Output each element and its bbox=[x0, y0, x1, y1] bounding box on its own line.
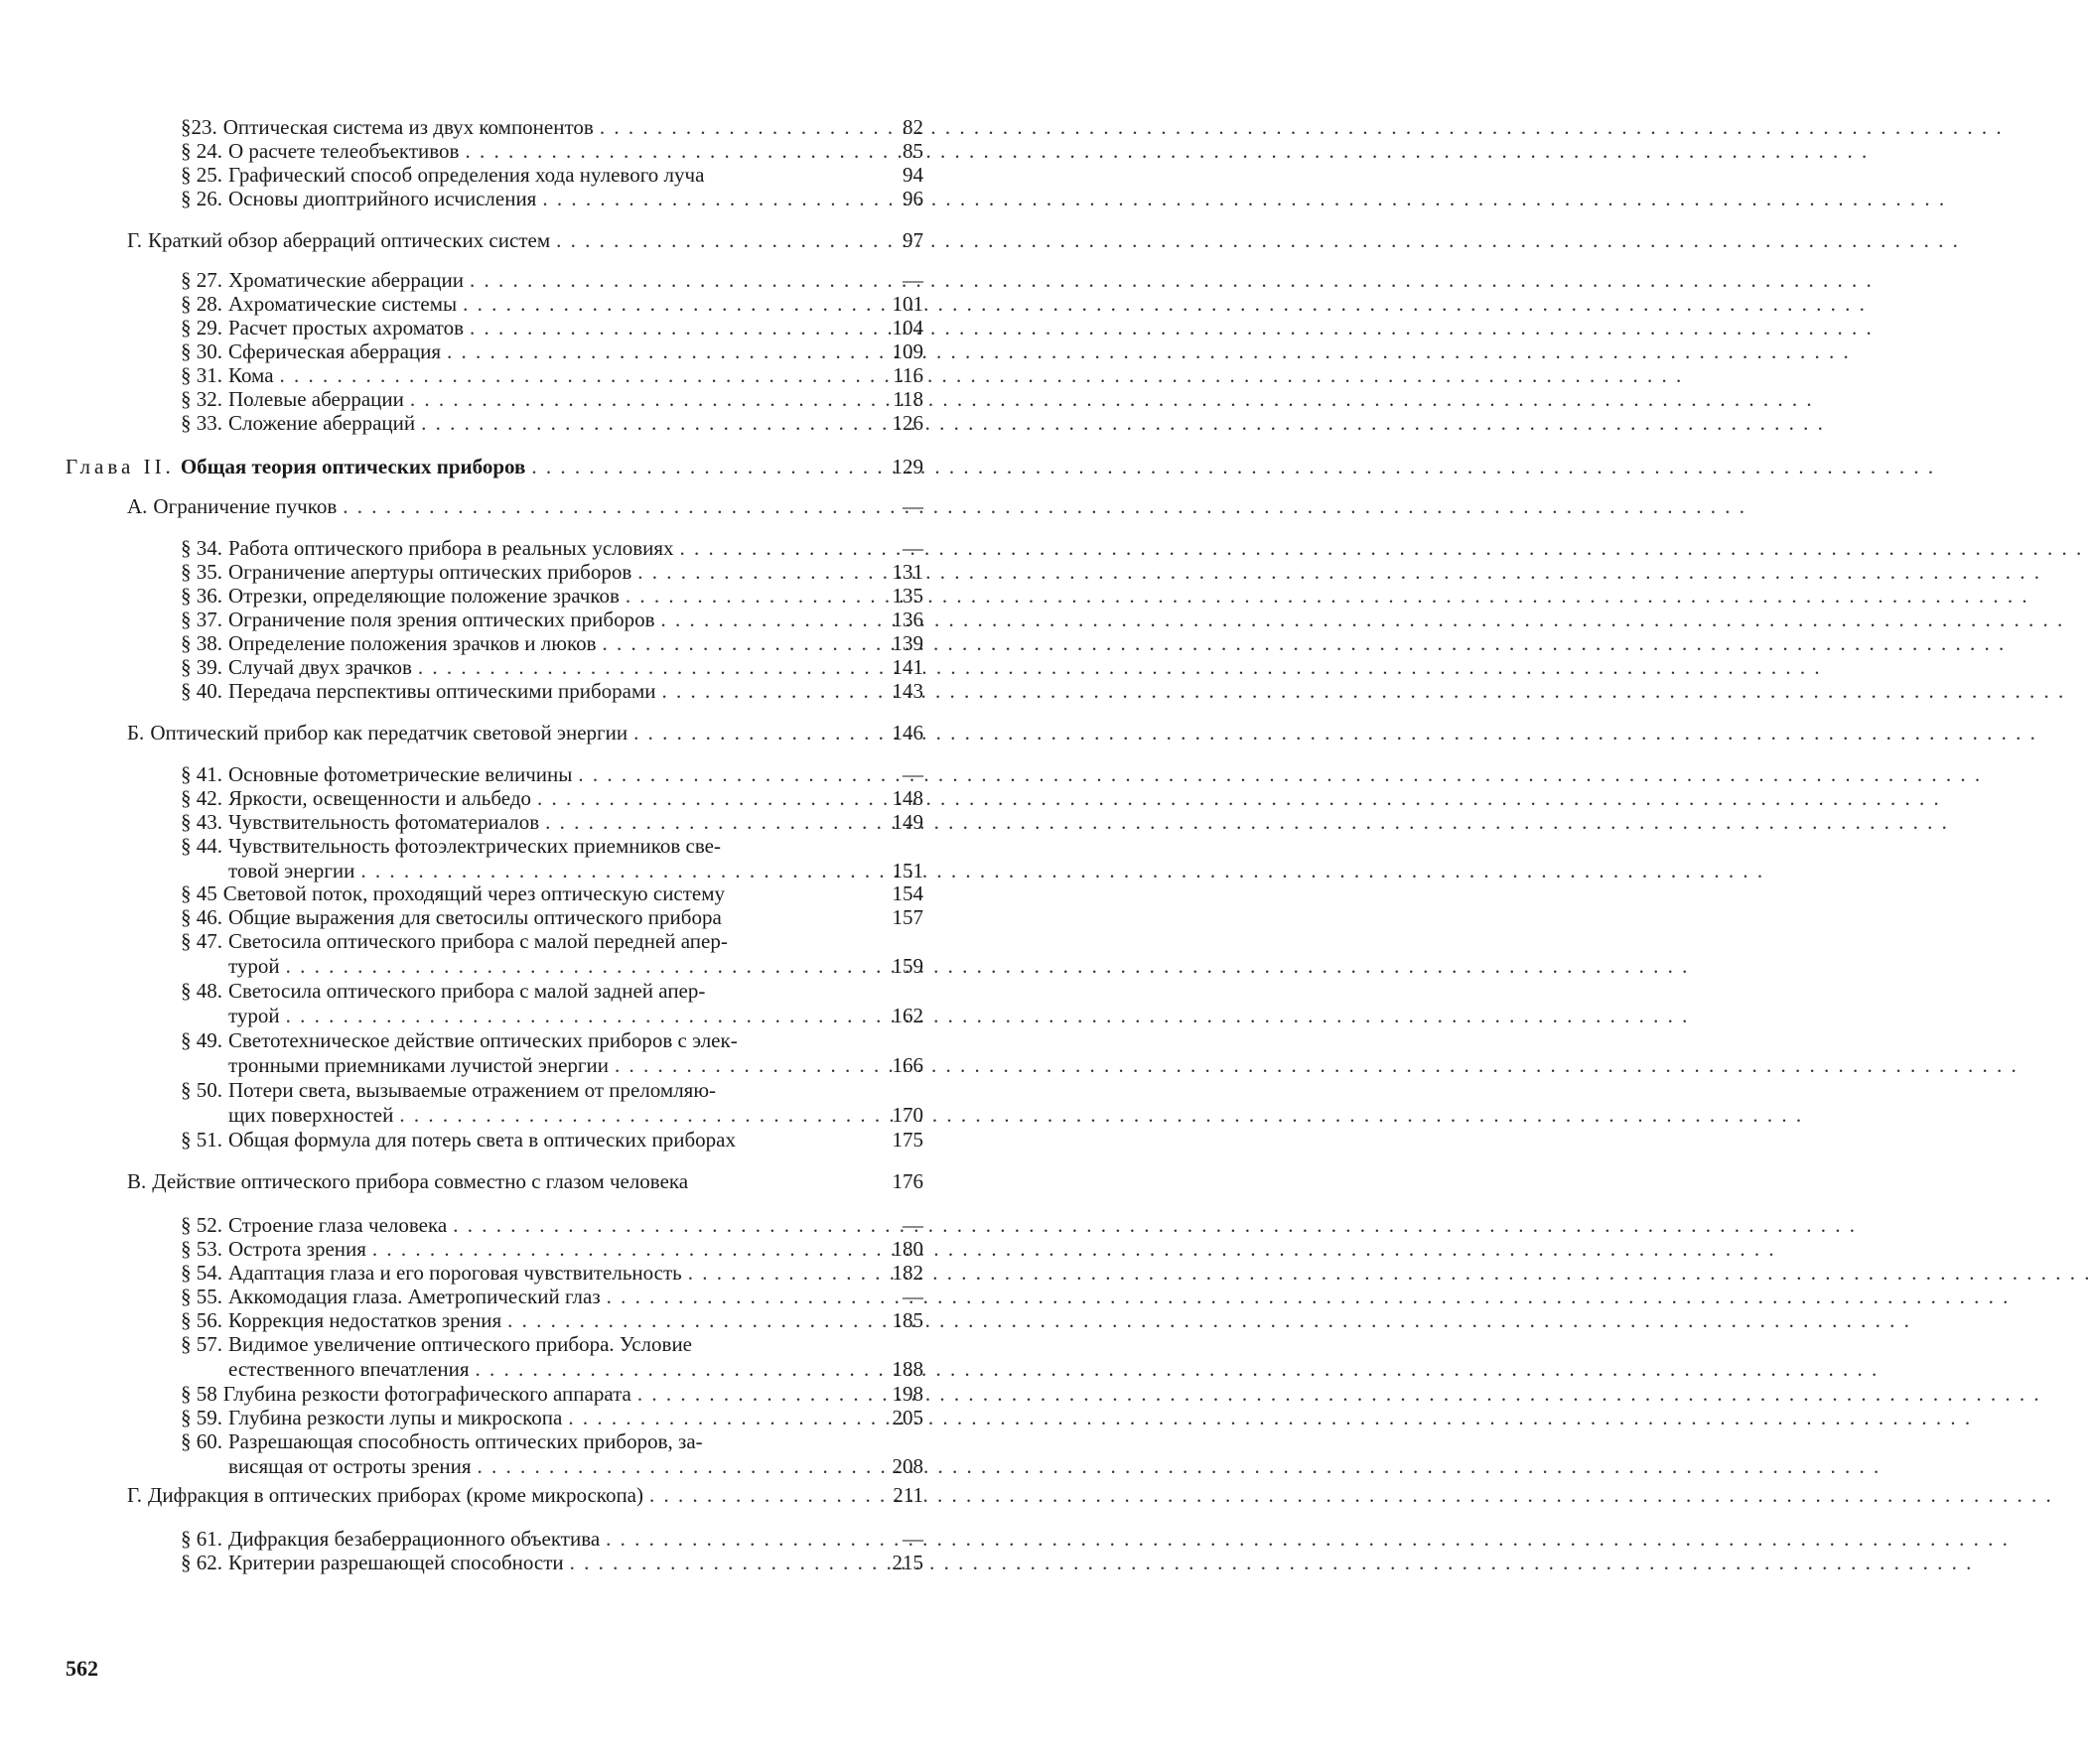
toc-entry-page: 154 bbox=[892, 882, 923, 905]
page-number: 562 bbox=[66, 1656, 98, 1681]
toc-entry bbox=[181, 882, 862, 906]
toc-entry-title: Оптическая система из двух компонентов bbox=[222, 115, 594, 139]
toc-entry-number: § 39. bbox=[181, 655, 222, 679]
dot-leader bbox=[477, 1454, 1881, 1479]
toc-entry-title: Чувствительность фотоэлектрических приемников све- bbox=[228, 834, 721, 858]
toc-entry-page: 136 bbox=[892, 608, 923, 631]
toc-entry-title: Полевые аберрации bbox=[228, 387, 404, 411]
toc-entry-title: Отрезки, определяющие положение зрачков bbox=[228, 584, 620, 608]
toc-entry-number: § 32. bbox=[181, 387, 222, 411]
dot-leader bbox=[606, 1527, 2010, 1552]
toc-entry bbox=[181, 1429, 862, 1479]
toc-entry-page: 82 bbox=[903, 115, 923, 139]
dot-leader bbox=[531, 455, 1935, 479]
toc-entry bbox=[181, 1285, 862, 1309]
toc-entry-number: § 36. bbox=[181, 584, 222, 608]
toc-entry bbox=[181, 1551, 862, 1575]
toc-entry bbox=[181, 339, 862, 364]
toc-entry-title: Общая формула для потерь света в оптических приборах bbox=[228, 1128, 736, 1152]
toc-entry-number: § 53. bbox=[181, 1237, 222, 1261]
toc-entry bbox=[181, 631, 862, 656]
dot-leader bbox=[372, 1237, 1776, 1262]
toc-entry-page: 166 bbox=[892, 1053, 923, 1077]
toc-entry bbox=[127, 228, 862, 253]
toc-entry-title: Графический способ определения хода нулевого луча bbox=[228, 163, 705, 187]
dot-leader bbox=[637, 1382, 2041, 1407]
toc-entry bbox=[181, 316, 862, 340]
toc-entry-title: Адаптация глаза и его пороговая чувствительность bbox=[228, 1261, 682, 1285]
toc-entry-title: Передача перспективы оптическими приборами bbox=[228, 679, 656, 703]
toc-entry-title: Основные фотометрические величины bbox=[228, 762, 573, 786]
dot-leader bbox=[286, 954, 1690, 979]
dot-leader bbox=[615, 1053, 2019, 1078]
dot-leader bbox=[626, 584, 2029, 609]
dot-leader bbox=[360, 859, 1764, 883]
toc-entry-page: 116 bbox=[893, 363, 923, 387]
dot-leader bbox=[649, 1483, 2053, 1508]
dot-leader bbox=[542, 187, 1946, 211]
toc-entry-number: § 47. bbox=[181, 929, 222, 953]
toc-entry-page: — bbox=[903, 268, 923, 292]
toc-entry-number: § 44. bbox=[181, 834, 222, 858]
toc-entry-page: 85 bbox=[903, 139, 923, 163]
toc-entry-number: § 54. bbox=[181, 1261, 222, 1285]
toc-entry-number: § 31. bbox=[181, 363, 222, 387]
dot-leader bbox=[421, 411, 1825, 436]
toc-entry-page: 176 bbox=[892, 1169, 923, 1193]
toc-entry-page: 126 bbox=[892, 411, 923, 435]
toc-entry bbox=[181, 411, 862, 436]
toc-entry-number: § 42. bbox=[181, 786, 222, 810]
toc-entry-title: О расчете телеобъективов bbox=[228, 139, 460, 163]
toc-entry-title: Действие оптического прибора совместно с глазом человека bbox=[152, 1169, 689, 1193]
dot-leader bbox=[556, 228, 1960, 253]
toc-entry-title: Дифракция безаберрационного объектива bbox=[228, 1527, 601, 1551]
toc-entry bbox=[181, 268, 862, 293]
toc-entry-page: 129 bbox=[892, 455, 923, 478]
toc-entry-page: 148 bbox=[892, 786, 923, 810]
toc-entry-number: В. bbox=[127, 1169, 147, 1193]
toc-entry-number: § 26. bbox=[181, 187, 222, 210]
toc-entry bbox=[181, 979, 862, 1028]
toc-entry bbox=[127, 494, 862, 519]
toc-entry-title-continued: щих поверхностей bbox=[228, 1103, 394, 1127]
toc-entry-page: — bbox=[903, 1213, 923, 1237]
toc-entry-title: Основы диоптрийного исчисления bbox=[228, 187, 537, 210]
toc-entry-number: § 29. bbox=[181, 316, 222, 339]
toc-entry bbox=[181, 115, 862, 140]
toc-entry-number: § 45 bbox=[181, 882, 217, 905]
toc-entry-title: Сложение аберраций bbox=[228, 411, 416, 435]
toc-entry-page: 198 bbox=[892, 1382, 923, 1406]
toc-entry-title: Видимое увеличение оптического прибора. Условие bbox=[228, 1332, 693, 1356]
toc-entry-number: § 56. bbox=[181, 1308, 222, 1332]
toc-entry-number: Г. bbox=[127, 228, 143, 252]
toc-entry-title: Кома bbox=[228, 363, 274, 387]
toc-entry-title: Хроматические аберрации bbox=[228, 268, 464, 292]
toc-entry bbox=[181, 584, 862, 609]
toc-entry-title: Расчет простых ахроматов bbox=[228, 316, 464, 339]
toc-entry-title: Определение положения зрачков и люков bbox=[228, 631, 597, 655]
toc-entry-number: § 43. bbox=[181, 810, 222, 834]
dot-leader bbox=[280, 363, 1684, 388]
toc-entry bbox=[181, 1332, 862, 1382]
toc-entry-page: 205 bbox=[892, 1406, 923, 1429]
toc-entry-number: § 41. bbox=[181, 762, 222, 786]
toc-entry-title-continued: естественного впечатления bbox=[228, 1357, 470, 1381]
toc-entry bbox=[181, 1237, 862, 1262]
toc-entry-page: — bbox=[903, 536, 923, 560]
dot-leader bbox=[537, 786, 1941, 811]
toc-entry-title: Коррекция недостатков зрения bbox=[228, 1308, 502, 1332]
toc-entry bbox=[181, 1028, 862, 1078]
toc-entry bbox=[181, 1078, 862, 1128]
toc-entry-title: Яркости, освещенности и альбедо bbox=[228, 786, 532, 810]
toc-entry-title: Чувствительность фотоматериалов bbox=[228, 810, 540, 834]
toc-entry bbox=[181, 292, 862, 317]
dot-leader bbox=[637, 560, 2041, 585]
toc-entry-number: § 27. bbox=[181, 268, 222, 292]
toc-entry-title: Потери света, вызываемые отражением от преломляю- bbox=[228, 1078, 717, 1102]
toc-entry bbox=[181, 762, 862, 787]
toc-entry bbox=[181, 163, 862, 188]
toc-entry-page: 185 bbox=[892, 1308, 923, 1332]
toc-entry-page: 146 bbox=[892, 721, 923, 745]
toc-entry-page: 157 bbox=[892, 905, 923, 929]
toc-entry-number: § 25. bbox=[181, 163, 222, 187]
toc-entry-title: Ахроматические системы bbox=[228, 292, 458, 316]
toc-entry bbox=[181, 1382, 862, 1407]
toc-entry-number: Глава II. bbox=[66, 455, 175, 478]
dot-leader bbox=[607, 1285, 2011, 1309]
dot-leader bbox=[476, 1357, 1880, 1382]
toc-entry-title: Случай двух зрачков bbox=[228, 655, 412, 679]
toc-entry-title: Оптический прибор как передатчик световой энергии bbox=[150, 721, 628, 745]
dot-leader bbox=[470, 268, 1874, 293]
toc-entry-number: § 52. bbox=[181, 1213, 222, 1237]
dot-leader bbox=[418, 655, 1822, 680]
toc-entry-page: 141 bbox=[892, 655, 923, 679]
toc-entry-page: 139 bbox=[892, 631, 923, 655]
dot-leader bbox=[578, 762, 1982, 787]
toc-entry-page: 159 bbox=[892, 954, 923, 978]
toc-entry-number: §23. bbox=[181, 115, 217, 139]
toc-entry-page: 170 bbox=[892, 1103, 923, 1127]
toc-entry-number: А. bbox=[127, 494, 148, 518]
toc-entry-number: § 50. bbox=[181, 1078, 222, 1102]
dot-leader bbox=[463, 292, 1867, 317]
dot-leader bbox=[286, 1004, 1690, 1028]
toc-entry-number: § 58 bbox=[181, 1382, 217, 1406]
toc-entry-number: § 28. bbox=[181, 292, 222, 316]
toc-entry-title: Общие выражения для светосилы оптического прибора bbox=[228, 905, 722, 929]
toc-entry-title: Ограничение поля зрения оптических приборов bbox=[228, 608, 655, 631]
toc-entry-number: § 59. bbox=[181, 1406, 222, 1429]
toc-entry-page: 151 bbox=[892, 859, 923, 882]
toc-entry-title: Светотехническое действие оптических приборов с элек- bbox=[228, 1028, 738, 1052]
toc-entry bbox=[181, 1406, 862, 1430]
toc-entry-title: Работа оптического прибора в реальных условиях bbox=[228, 536, 674, 560]
toc-entry-page: 104 bbox=[892, 316, 923, 339]
dot-leader bbox=[603, 631, 2007, 656]
toc-entry-page: 211 bbox=[893, 1483, 923, 1507]
dot-leader bbox=[570, 1551, 1974, 1575]
toc-entry-title: Светосила оптического прибора с малой задней апер- bbox=[228, 979, 706, 1003]
toc-entry-page: 118 bbox=[893, 387, 923, 411]
toc-entry bbox=[181, 929, 862, 979]
toc-entry-number: § 61. bbox=[181, 1527, 222, 1551]
toc-entry bbox=[181, 560, 862, 585]
toc-entry bbox=[181, 536, 862, 561]
toc-entry-page: 188 bbox=[892, 1357, 923, 1381]
toc-entry-page: 94 bbox=[903, 163, 923, 187]
toc-entry-title: Общая теория оптических приборов bbox=[180, 455, 526, 478]
toc-entry-number: § 35. bbox=[181, 560, 222, 584]
toc-entry-title: Ограничение апертуры оптических приборов bbox=[228, 560, 632, 584]
toc-entry-page: 208 bbox=[892, 1454, 923, 1478]
toc-entry bbox=[181, 363, 862, 388]
toc-entry-page: 101 bbox=[892, 292, 923, 316]
toc-entry-title: Глубина резкости лупы и микроскопа bbox=[228, 1406, 563, 1429]
toc-entry-number: § 62. bbox=[181, 1551, 222, 1574]
toc-entry-page: 131 bbox=[892, 560, 923, 584]
toc-entry bbox=[181, 905, 862, 930]
toc-entry-number: § 30. bbox=[181, 339, 222, 363]
dot-leader bbox=[410, 387, 1814, 412]
toc-entry bbox=[181, 608, 862, 632]
toc-entry-page: 97 bbox=[903, 228, 923, 252]
dot-leader bbox=[600, 115, 2004, 140]
toc-entry-title-continued: тронными приемниками лучистой энергии bbox=[228, 1053, 609, 1077]
toc-entry-number: § 37. bbox=[181, 608, 222, 631]
toc-entry-title: Краткий обзор аберраций оптических систем bbox=[148, 228, 551, 252]
toc-entry-number: § 34. bbox=[181, 536, 222, 560]
toc-entry bbox=[181, 786, 862, 811]
toc-entry-title: Острота зрения bbox=[228, 1237, 366, 1261]
dot-leader bbox=[465, 139, 1869, 164]
toc-entry-page: 175 bbox=[892, 1128, 923, 1152]
toc-entry-number: Б. bbox=[127, 721, 145, 745]
toc-entry-page: — bbox=[903, 1527, 923, 1551]
toc-entry-page: 180 bbox=[892, 1237, 923, 1261]
dot-leader bbox=[447, 339, 1851, 364]
toc-entry-number: § 49. bbox=[181, 1028, 222, 1052]
toc-entry-page: 149 bbox=[892, 810, 923, 834]
dot-leader bbox=[343, 494, 1746, 519]
toc-entry-page: 135 bbox=[892, 584, 923, 608]
toc-entry-title-continued: турой bbox=[228, 954, 280, 978]
toc-entry bbox=[127, 1169, 862, 1194]
toc-entry-title: Ограничение пучков bbox=[153, 494, 338, 518]
toc-entry bbox=[181, 1261, 862, 1286]
toc-entry-title: Аккомодация глаза. Аметропический глаз bbox=[228, 1285, 601, 1308]
toc-entry-title: Разрешающая способность оптических приборов, за- bbox=[228, 1429, 703, 1453]
toc-entry-number: § 24. bbox=[181, 139, 222, 163]
toc-entry-number: § 48. bbox=[181, 979, 222, 1003]
dot-leader bbox=[568, 1406, 1972, 1430]
toc-entry bbox=[181, 1527, 862, 1552]
dot-leader bbox=[507, 1308, 1911, 1333]
toc-entry-number: § 57. bbox=[181, 1332, 222, 1356]
toc-entry-title: Световой поток, проходящий через оптическую систему bbox=[222, 882, 726, 905]
toc-entry-number: § 33. bbox=[181, 411, 222, 435]
dot-leader bbox=[399, 1103, 1803, 1128]
toc-entry bbox=[127, 1483, 862, 1508]
toc-entry bbox=[127, 721, 862, 746]
toc-entry-page: 109 bbox=[892, 339, 923, 363]
toc-entry-page: — bbox=[903, 762, 923, 786]
toc-entry bbox=[181, 810, 862, 835]
toc-entry-number: § 55. bbox=[181, 1285, 222, 1308]
dot-leader bbox=[453, 1213, 1857, 1238]
toc-entry-number: Г. bbox=[127, 1483, 143, 1507]
toc-entry-page: 96 bbox=[903, 187, 923, 210]
toc-entry-number: § 60. bbox=[181, 1429, 222, 1453]
toc-entry-title: Глубина резкости фотографического аппарата bbox=[222, 1382, 631, 1406]
toc-entry-title: Строение глаза человека bbox=[228, 1213, 448, 1237]
toc-entry-title: Критерии разрешающей способности bbox=[228, 1551, 564, 1574]
toc-entry-number: § 46. bbox=[181, 905, 222, 929]
toc-entry bbox=[181, 187, 862, 211]
toc-entry bbox=[181, 834, 862, 883]
toc-entry-title: Светосила оптического прибора с малой передней апер- bbox=[228, 929, 728, 953]
toc-entry bbox=[181, 139, 862, 164]
toc-entry-page: — bbox=[903, 1285, 923, 1308]
toc-entry-title-continued: висящая от остроты зрения bbox=[228, 1454, 472, 1478]
toc-entry-number: § 40. bbox=[181, 679, 222, 703]
toc-entry-page: 162 bbox=[892, 1004, 923, 1027]
toc-entry-page: 143 bbox=[892, 679, 923, 703]
toc-entry bbox=[181, 1128, 862, 1153]
toc-entry-page: 215 bbox=[892, 1551, 923, 1574]
toc-entry-title: Сферическая аберрация bbox=[228, 339, 442, 363]
toc-entry-page: — bbox=[903, 494, 923, 518]
toc-entry-title-continued: турой bbox=[228, 1004, 280, 1027]
toc-entry bbox=[181, 1308, 862, 1333]
toc-entry-page: 182 bbox=[892, 1261, 923, 1285]
toc-entry bbox=[181, 655, 862, 680]
dot-leader bbox=[633, 721, 2037, 746]
toc-entry-title-continued: товой энергии bbox=[228, 859, 355, 882]
toc-entry bbox=[181, 679, 862, 704]
toc-entry bbox=[181, 387, 862, 412]
toc-entry bbox=[66, 455, 862, 479]
dot-leader bbox=[470, 316, 1874, 340]
dot-leader bbox=[545, 810, 1949, 835]
toc-entry-title: Дифракция в оптических приборах (кроме микроскопа) bbox=[148, 1483, 643, 1507]
toc-entry-number: § 38. bbox=[181, 631, 222, 655]
toc-entry-number: § 51. bbox=[181, 1128, 222, 1152]
toc-entry bbox=[181, 1213, 862, 1238]
